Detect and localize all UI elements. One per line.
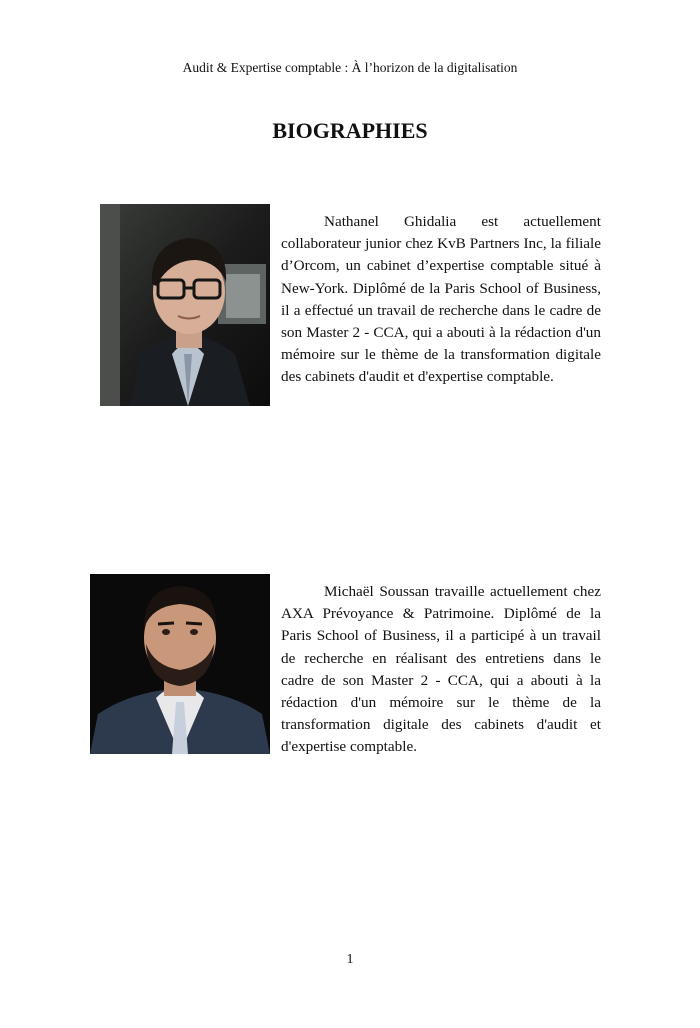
- running-header: Audit & Expertise comptable : À l’horizon de la digitalisation: [182, 60, 518, 75]
- biography-text-2: Michaël Soussan travaille actuellement chez AXA Prévoyance & Patrimoine. Diplômé de la Paris School of Business, il a participé à un travail de recherche en réalisant des entretiens dans le cadre de son Master 2 - CCA, qui a abouti à la rédaction d'un mémoire sur le thème de la transformation digitale des cabinets d'audit et d'expertise comptable.: [281, 583, 601, 756]
- biography-text-1: Nathanel Ghidalia est actuellement collaborateur junior chez KvB Partners Inc, la filiale d’Orcom, un cabinet d’expertise comptable situé à New-York. Diplômé de la Paris School of Business, il a effectué un travail de recherche dans le cadre de son Master 2 - CCA, qui a abouti à la rédaction d'un mémoire sur le thème de la transformation digitale des cabinets d'audit et d'expertise comptable.: [281, 213, 601, 386]
- page-title: BIOGRAPHIES: [272, 118, 428, 143]
- portrait-photo-1-icon: [100, 204, 270, 406]
- page-number: 1: [346, 952, 354, 967]
- portrait-photo-1: [100, 204, 270, 406]
- portrait-photo-2: [90, 574, 270, 754]
- portrait-photo-2-icon: [90, 574, 270, 754]
